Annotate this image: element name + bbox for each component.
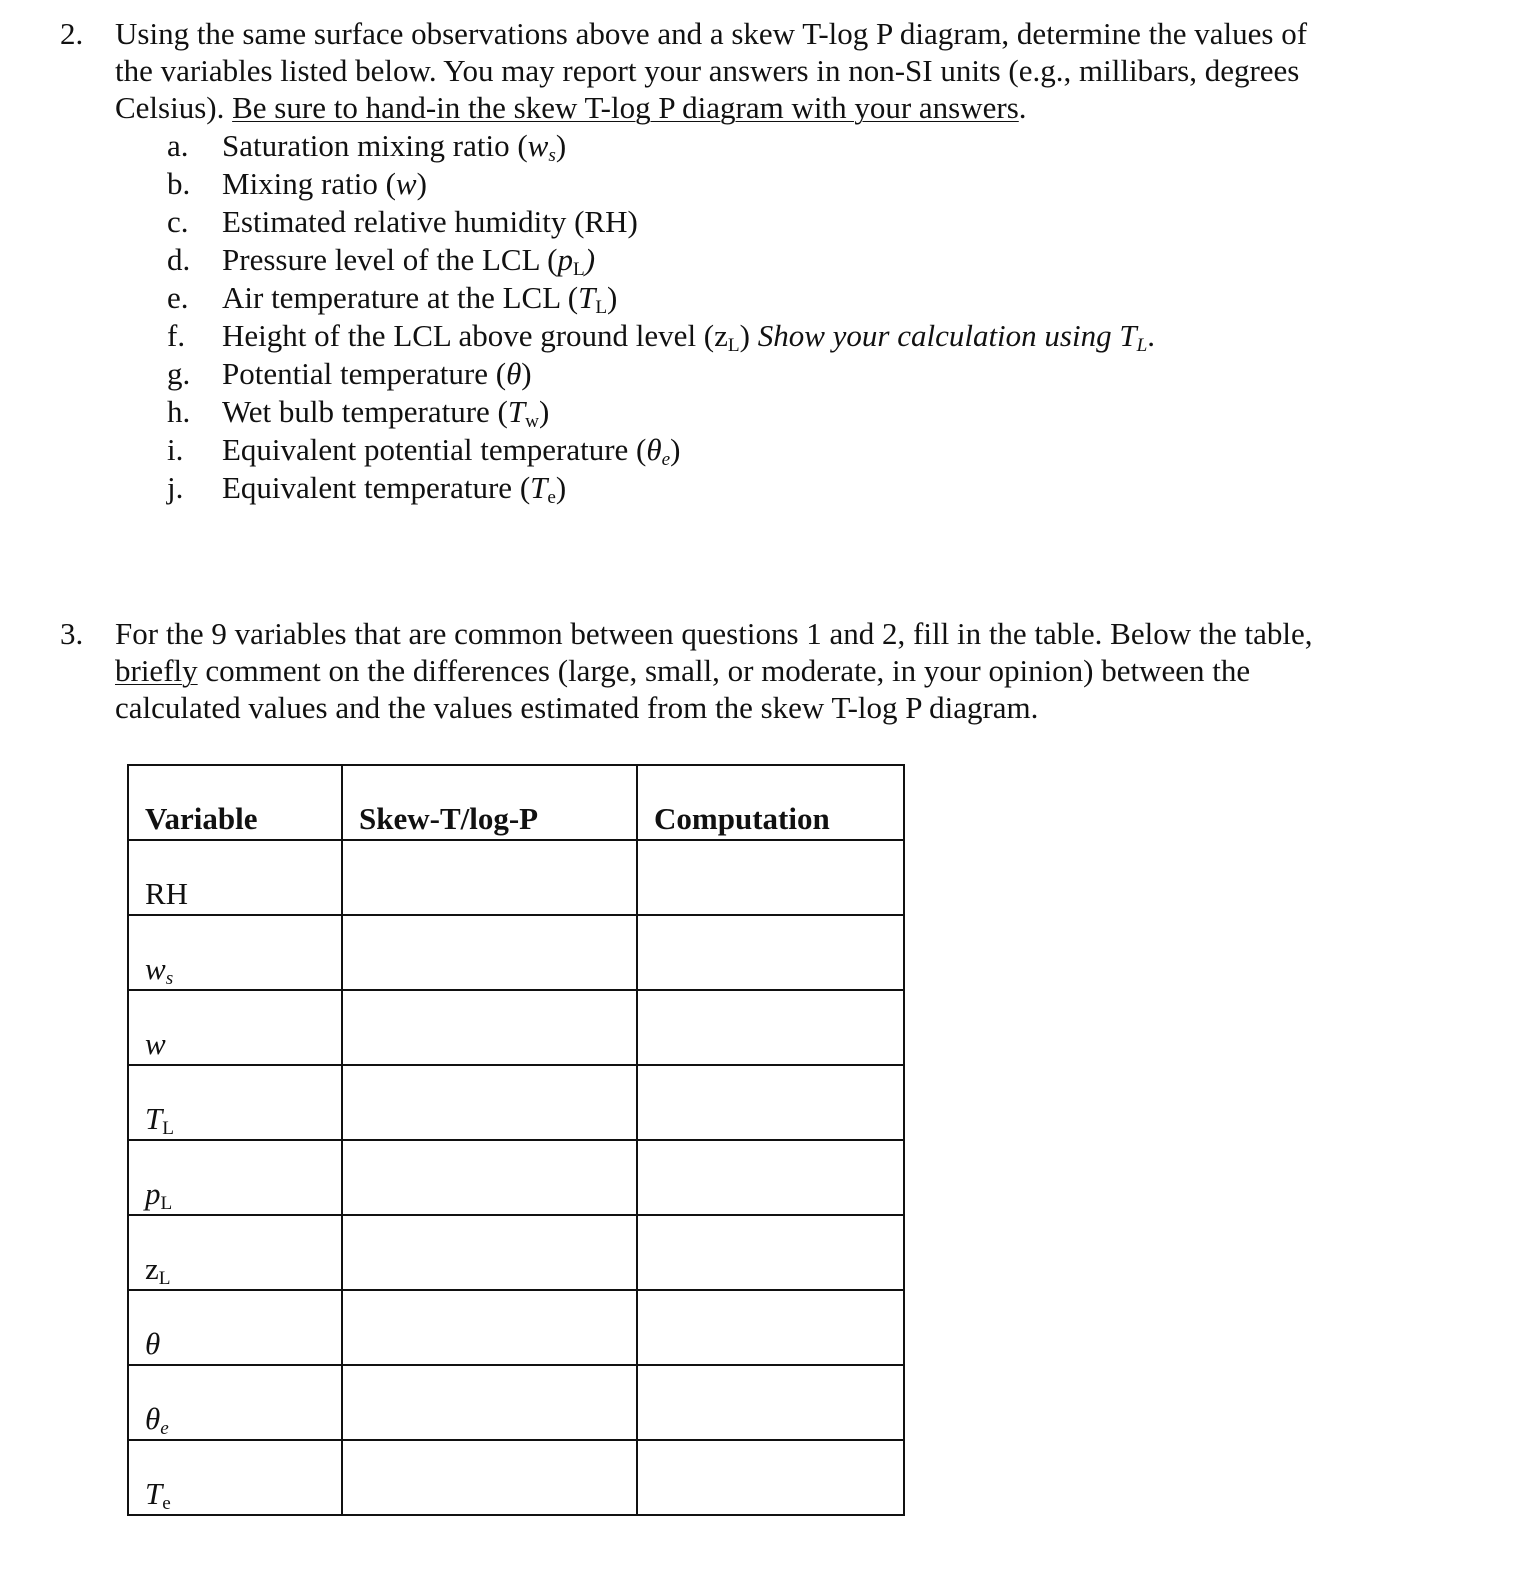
question-3-number: 3. [60, 616, 84, 651]
skew-t-cell[interactable] [342, 1065, 637, 1140]
computation-cell[interactable] [637, 1440, 904, 1515]
header-skew-t: Skew-T/log-P [342, 765, 637, 840]
variable-cell: $\theta_e$ [128, 1365, 342, 1440]
comparison-table [127, 764, 905, 1516]
question-3-line-3: calculated values and the values estimated from the skew T-log P diagram. [115, 690, 1039, 725]
hand-in-instruction: Be sure to hand-in the skew T-log P diagram with your answers [232, 90, 1019, 125]
header-computation: Computation [637, 765, 904, 840]
table-row [128, 1440, 904, 1515]
computation-cell[interactable] [637, 1290, 904, 1365]
table-row [128, 1140, 904, 1215]
table-row [128, 840, 904, 915]
table-row [128, 990, 904, 1065]
question-2-number: 2. [60, 16, 84, 51]
variable-cell: RH [128, 840, 342, 915]
variable-cell: $T_e$ [128, 1440, 342, 1515]
variable-cell: θ [128, 1290, 342, 1365]
table-row [128, 1215, 904, 1290]
variable-cell: $w_s$ [128, 915, 342, 990]
table-header-row [128, 765, 904, 840]
question-2-line-3: Celsius). Be sure to hand-in the skew T-log P diagram with your answers. [115, 90, 1027, 125]
variable-cell: w [128, 990, 342, 1065]
skew-t-cell[interactable] [342, 840, 637, 915]
question-2-text [115, 15, 1415, 126]
header-variable: Variable [128, 765, 342, 840]
skew-t-cell[interactable] [342, 1140, 637, 1215]
table-row [128, 1365, 904, 1440]
skew-t-cell[interactable] [342, 1440, 637, 1515]
table-row [128, 915, 904, 990]
computation-cell[interactable] [637, 840, 904, 915]
question-2-line-1: Using the same surface observations above and a skew T-log P diagram, determine the values of [115, 16, 1308, 51]
variable-cell: $T_L$ [128, 1065, 342, 1140]
variable-cell: $p_L$ [128, 1140, 342, 1215]
skew-t-cell[interactable] [342, 990, 637, 1065]
table-row [128, 1065, 904, 1140]
question-3-line-2: briefly comment on the differences (large, small, or moderate, in your opinion) between the [115, 653, 1251, 688]
skew-t-cell[interactable] [342, 1290, 637, 1365]
skew-t-cell[interactable] [342, 1215, 637, 1290]
computation-cell[interactable] [637, 990, 904, 1065]
computation-cell[interactable] [637, 1140, 904, 1215]
question-3-text [115, 615, 1415, 726]
question-3-line-1: For the 9 variables that are common between questions 1 and 2, fill in the table. Below the table, [115, 616, 1313, 651]
table-row [128, 1290, 904, 1365]
computation-cell[interactable] [637, 915, 904, 990]
variable-cell: $z_L$ [128, 1215, 342, 1290]
question-2-line-2: the variables listed below. You may report your answers in non-SI units (e.g., millibars, degrees [115, 53, 1300, 88]
computation-cell[interactable] [637, 1365, 904, 1440]
computation-cell[interactable] [637, 1215, 904, 1290]
skew-t-cell[interactable] [342, 1365, 637, 1440]
skew-t-cell[interactable] [342, 915, 637, 990]
computation-cell[interactable] [637, 1065, 904, 1140]
